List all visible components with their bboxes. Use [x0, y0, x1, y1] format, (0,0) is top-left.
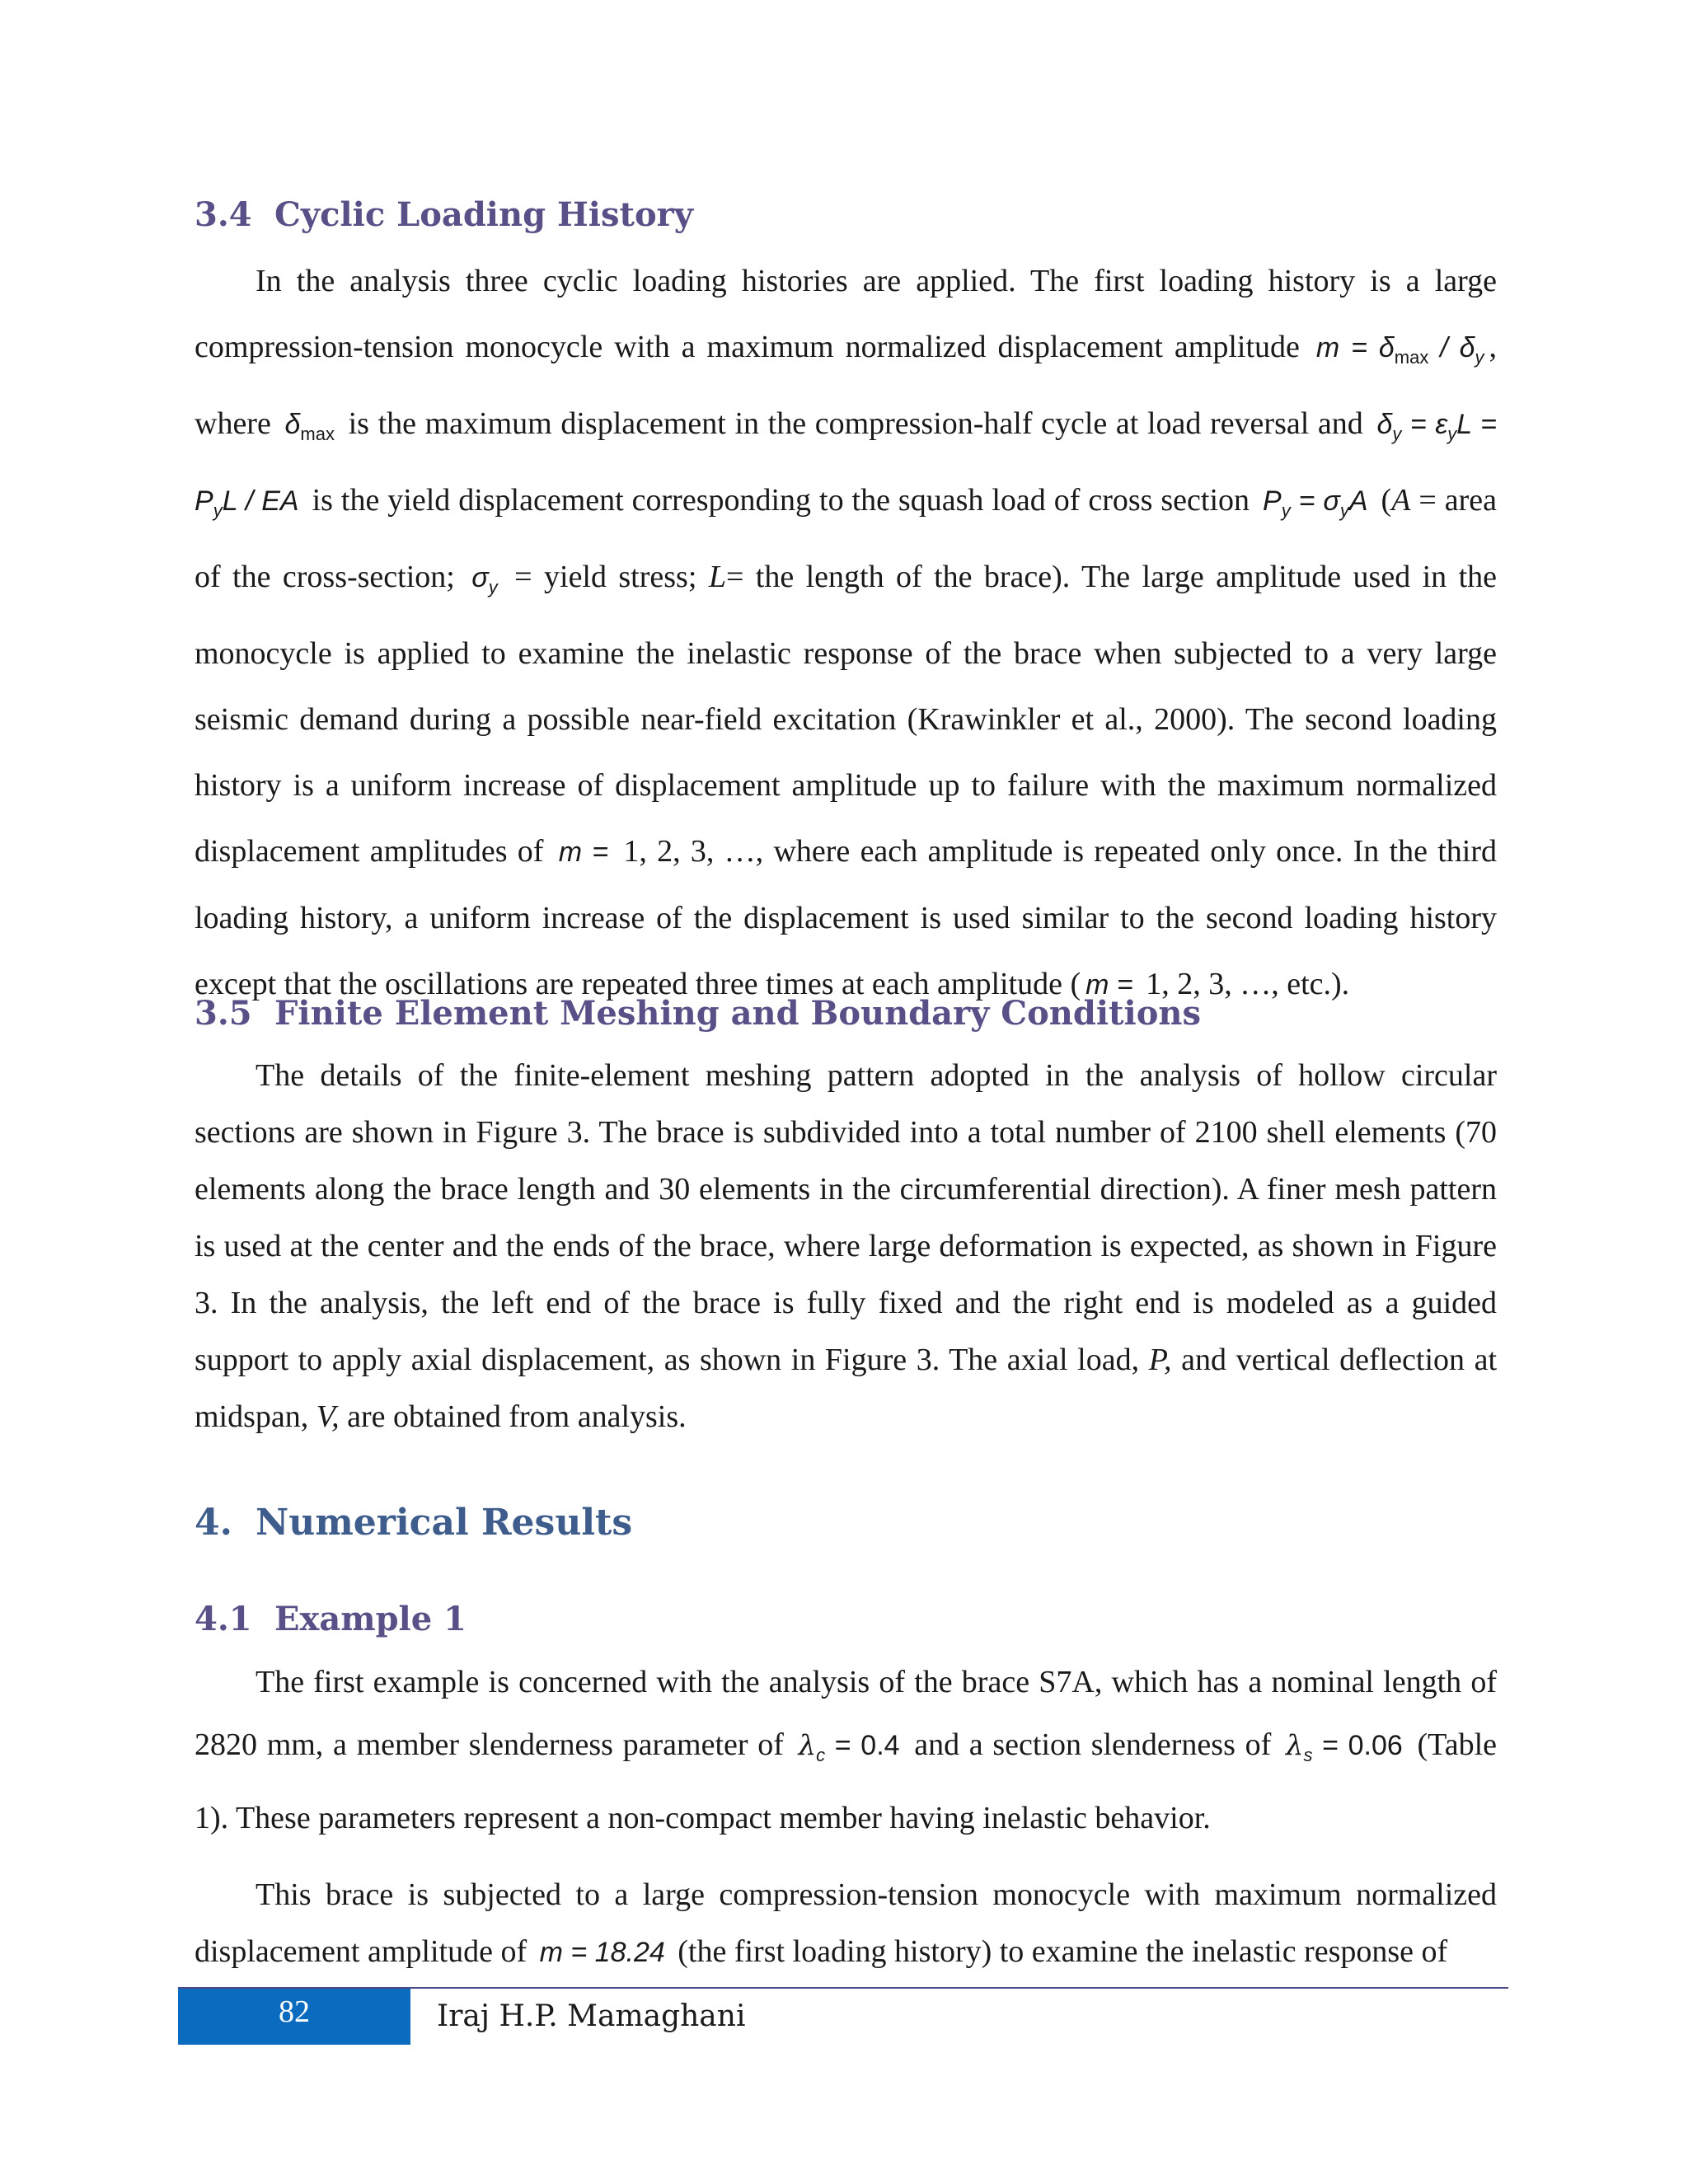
section-title: Finite Element Meshing and Boundary Conditions: [274, 994, 1202, 1033]
paragraph-example-1: [195, 1651, 1497, 1849]
text: This brace is subjected to a large compression-tension monocycle with maximum normalized displacement amplitude of: [195, 1877, 1497, 1969]
text: is the yield displacement corresponding to the squash load of cross section: [312, 483, 1250, 518]
section-heading-3-5: [195, 993, 1201, 1034]
text: , where: [195, 330, 1497, 441]
text: and vertical deflection at midspan,: [195, 1343, 1498, 1434]
equation-py: $P_y = \sigma_yA$: [1263, 485, 1368, 521]
equation-delta-y: $\delta_y = \varepsilon_yL = P_yL$ / EA: [195, 409, 1498, 521]
text: are obtained from analysis.: [347, 1399, 687, 1434]
text: In the analysis three cyclic loading histories are applied. The first loading history is a large compression-tension monocycle with a maximum normalized displacement amplitude: [195, 264, 1497, 364]
section-title: Numerical Results: [256, 1502, 633, 1544]
paragraph-fe-meshing: The details of the finite-element meshing pattern adopted in the analysis of hollow circular sections are shown in Figure 3. The brace is subdivided into a total number of 2100 shell elements (70 elements along the brace length and 30 elements in the circumferential direction). A finer mesh pattern is used at the center and the ends of the brace, where large deformation is expected, as shown in Figure 3. In the analysis, the left end of the brace is fully fixed and the right end is modeled as a guided support to apply axial displacement, as shown in Figure 3. The axial load, P, and vertical deflection at midspan, V, are obtained from analysis.: [195, 1058, 1498, 1434]
equation-sigma-y: $\sigma_y$: [471, 562, 498, 598]
text: 1, 2, 3, …, etc.).: [1146, 967, 1350, 1001]
section-number: 4.: [195, 1502, 232, 1544]
equation-lambda-s: $\lambda_s = 0.06$: [1285, 1729, 1403, 1765]
section-number: 3.5: [195, 994, 252, 1033]
section-title: Cyclic Loading History: [274, 195, 693, 234]
paragraph-cyclic-loading: In the analysis three cyclic loading histories are applied. The first loading history is a large compression-tension monocycle with a maximum normalized displacement amplitude $m = \delta_{max} / \delta_y$ , where $\delta_{max}$ is the maximum displacement in the compression-half cycle at load reversal and $\delta_y = \varepsilon_yL = P_yL$ / EA is the yield displacement corresponding to the squash load of cross section $P_y = \sigma_yA$ (A = area of the cross-section; $\sigma_y$ = yield stress; L= the length of the brace). The large amplitude used in the monocycle is applied to examine the inelastic response of the brace when subjected to a very large seismic demand during a possible near-field excitation (Krawinkler et al., 2000). The second loading history is a uniform increase of displacement amplitude up to failure with the maximum normalized displacement amplitudes of m = 1, 2, 3, …, where each amplitude is repeated only once. In the third loading history, a uniform increase of the displacement is used similar to the second loading history except that the oscillations are repeated three times at each amplitude ( m = 1, 2, 3, …, etc.).: [195, 264, 1498, 1001]
equation-m: m =: [558, 837, 619, 868]
page-number: 82: [178, 1989, 410, 2045]
equation-m: m =: [1085, 969, 1142, 1001]
section-heading-4: [195, 1502, 632, 1544]
section-heading-4-1: [195, 1599, 467, 1640]
text: (Table 1). These parameters represent a non-compact member having inelastic behavior.: [195, 1727, 1498, 1835]
equation-delta-max: $\delta_{max}$: [284, 409, 335, 444]
section-title: Example 1: [274, 1600, 467, 1638]
section-number: 3.4: [195, 195, 252, 234]
text: and a section slenderness of: [914, 1727, 1272, 1762]
footer-author: Iraj H.P. Mamaghani: [437, 1999, 746, 2033]
section-heading-3-4: [195, 194, 693, 236]
text: The details of the finite-element meshing pattern adopted in the analysis of hollow circular sections are shown in Figure 3. The brace is subdivided into a total number of 2100 shell elements (70 elements along the brace length and 30 elements in the circumferential direction). A finer mesh pattern is used at the center and the ends of the brace, where large deformation is expected, as shown in Figure 3. In the analysis, the left end of the brace is fully fixed and the right end is modeled as a guided support to apply axial displacement, as shown in Figure 3. The axial load,: [195, 1058, 1497, 1377]
equation-m-18-24: m = 18.24: [539, 1937, 665, 1968]
section-number: 4.1: [195, 1600, 252, 1638]
equation-lambda-c: $\lambda_c = 0.4$: [798, 1729, 900, 1765]
text: is the maximum displacement in the compression-half cycle at load reversal and: [348, 406, 1363, 441]
equation-m-ratio: $m = \delta_{max} / \delta_y$: [1315, 332, 1484, 368]
text: = the length of the brace). The large amplitude used in the monocycle is applied to examine the inelastic response of the brace when subjected to a very large seismic demand during a possible near-field excitation (Krawinkler et al., 2000). The second loading history is a uniform increase of displacement amplitude up to failure with the maximum normalized displacement amplitudes of: [195, 560, 1497, 869]
text: (the first loading history) to examine the inelastic response of: [678, 1934, 1448, 1969]
text: The first example is concerned with the analysis of the brace S7A, which has a nominal length of 2820 mm, a member slenderness parameter of: [195, 1665, 1497, 1762]
paragraph-monocycle: [195, 1867, 1497, 1981]
text: 1, 2, 3, …, where each amplitude is repeated only once. In the third loading history, a uniform increase of the displacement is used similar to the second loading history except that the oscillations are repeated three times at each amplitude (: [195, 834, 1497, 1001]
text: = area of the cross-section;: [195, 483, 1498, 594]
text: = yield stress;: [514, 560, 697, 594]
